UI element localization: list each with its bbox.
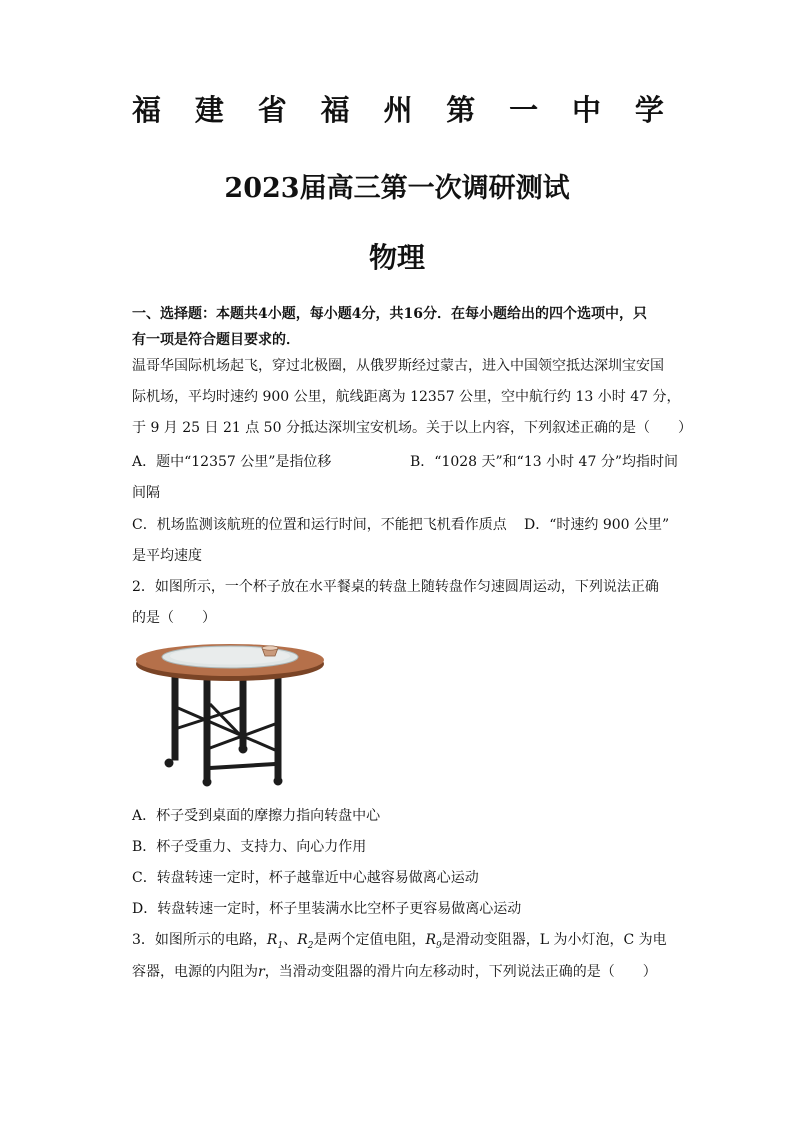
q1-option-b-continued: 间隔: [132, 485, 160, 501]
school-char: 福: [320, 93, 350, 127]
q1-option-d: D．“时速约 900 公里”: [524, 517, 670, 533]
school-char: 一: [509, 93, 539, 127]
internal-resistance-symbol: r: [258, 964, 265, 980]
q2-stem-line: 2．如图所示，一个杯子放在水平餐桌的转盘上随转盘作匀速圆周运动，下列说法正确: [132, 579, 659, 595]
school-char: 第: [446, 93, 476, 127]
q3-stem-line1: 3．如图所示的电路，$R_1$、$R_2$是两个定值电阻，$R_9$是滑动变阻器，L 为小灯泡，C 为电: [132, 932, 667, 951]
q1-stem-line: 温哥华国际机场起飞，穿过北极圈，从俄罗斯经过蒙古，进入中国领空抵达深圳宝安国: [132, 358, 664, 374]
rotating-table-photo: [132, 638, 328, 788]
q1-stem-line: 于 9 月 25 日 21 点 50 分抵达深圳宝安机场。关于以上内容，下列叙述正确的是（ ）: [132, 420, 692, 436]
q1-option-c: C．机场监测该航班的位置和运行时间，不能把飞机看作质点: [132, 517, 507, 533]
q1-option-b: B．“1028 天”和“13 小时 47 分”均指时间: [410, 454, 678, 470]
school-char: 建: [194, 93, 224, 127]
school-char: 中: [572, 93, 602, 127]
q2-stem-line: 的是（ ）: [132, 610, 216, 626]
q2-option-a: A．杯子受到桌面的摩擦力指向转盘中心: [132, 808, 381, 824]
exam-title: 2023届高三第一次调研测试: [224, 173, 570, 204]
q1-option-a: A．题中“12357 公里”是指位移: [132, 454, 332, 470]
q1-options-row1: [132, 451, 678, 471]
q1-options-row2: [132, 514, 670, 534]
q2-option-b: B．杯子受重力、支持力、向心力作用: [132, 839, 367, 855]
school-char: 学: [634, 93, 664, 127]
q2-option-c: C．转盘转速一定时，杯子越靠近中心越容易做离心运动: [132, 870, 479, 886]
r2-symbol: $R_2$: [297, 932, 314, 951]
q2-option-d: D．转盘转速一定时，杯子里装满水比空杯子更容易做离心运动: [132, 901, 522, 917]
q1-option-d-continued: 是平均速度: [132, 548, 202, 564]
q3-stem-line2: 容器，电源的内阻为r，当滑动变阻器的滑片向左移动时，下列说法正确的是（ ）: [132, 964, 657, 980]
section-instructions-line1: 一、选择题：本题共4小题，每小题4分，共16分．在每小题给出的四个选项中，只: [132, 306, 647, 322]
section-instructions-line2: 有一项是符合题目要求的．: [132, 332, 300, 348]
subject-title: 物理: [368, 241, 425, 274]
school-name: [132, 88, 664, 129]
q1-stem-line: 际机场，平均时速约 900 公里，航线距离为 12357 公里，空中航行约 13 小时 47 分，: [132, 389, 681, 405]
r1-symbol: $R_1$: [266, 932, 284, 951]
school-char: 州: [383, 93, 413, 127]
school-char: 省: [257, 93, 287, 127]
school-char: 福: [132, 93, 162, 127]
r9-symbol: $R_9$: [425, 932, 442, 951]
